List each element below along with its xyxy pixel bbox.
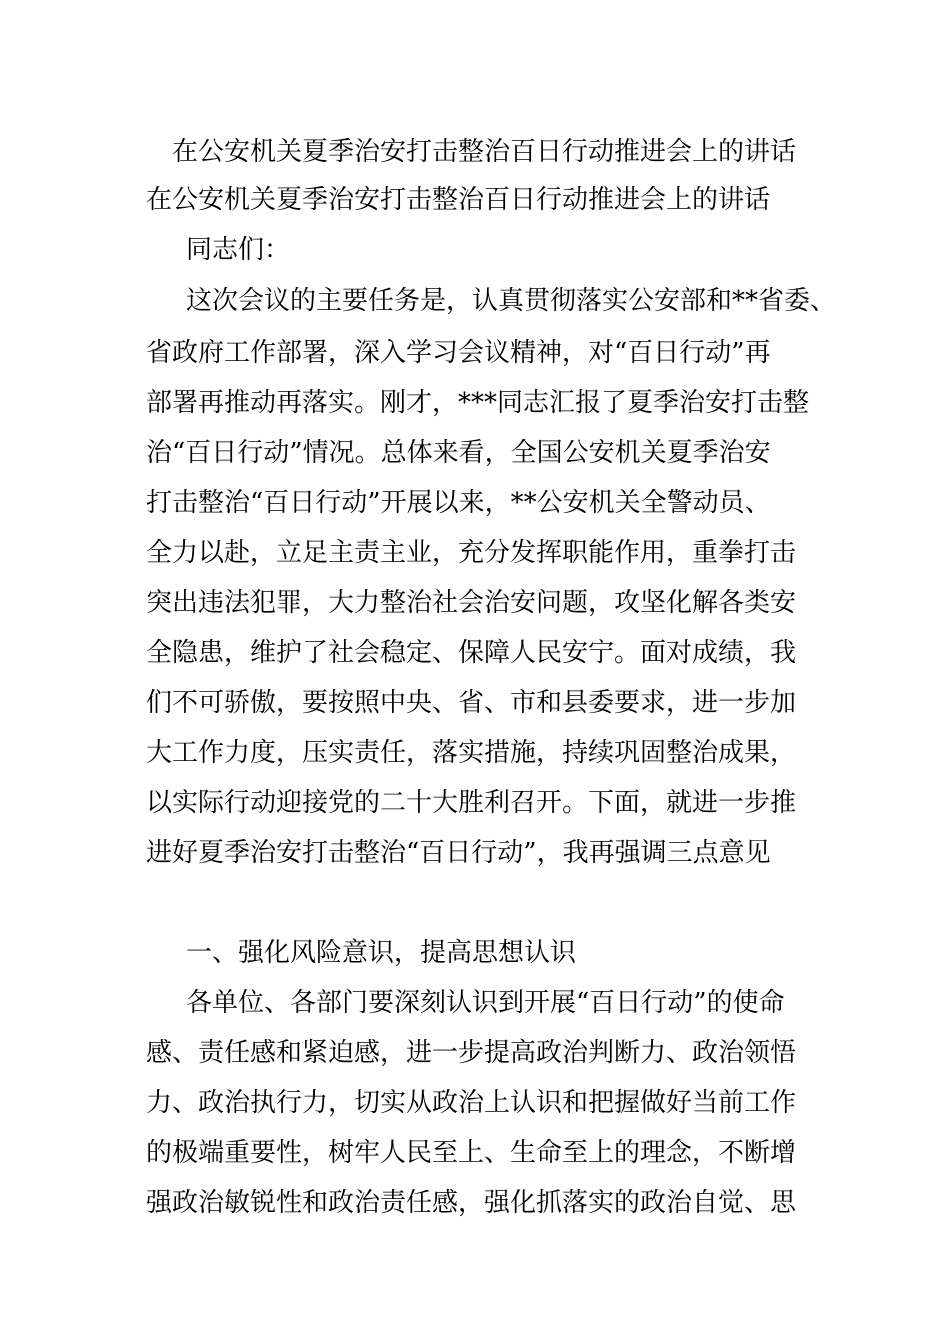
- paragraph-line: 大工作力度，压实责任，落实措施，持续巩固整治成果，: [146, 738, 797, 768]
- paragraph-line: 这次会议的主要任务是，认真贯彻落实公安部和**省委、: [186, 286, 837, 316]
- greeting: 同志们：: [186, 235, 291, 265]
- document-subtitle: 在公安机关夏季治安打击整治百日行动推进会上的讲话: [146, 185, 771, 215]
- section-heading: 一、强化风险意识，提高思想认识: [186, 938, 577, 968]
- document-title: 在公安机关夏季治安打击整治百日行动推进会上的讲话: [172, 137, 797, 167]
- paragraph-line: 各单位、各部门要深刻认识到开展“百日行动”的使命: [186, 988, 785, 1018]
- paragraph-line: 们不可骄傲，要按照中央、省、市和县委要求，进一步加: [146, 688, 797, 718]
- paragraph-line: 部署再推动再落实。刚才，***同志汇报了夏季治安打击整: [146, 388, 810, 418]
- paragraph-line: 以实际行动迎接党的二十大胜利召开。下面，就进一步推: [146, 788, 797, 818]
- paragraph-line: 全力以赴，立足主责主业，充分发挥职能作用，重拳打击: [146, 538, 797, 568]
- paragraph-line: 打击整治“百日行动”开展以来，**公安机关全警动员、: [146, 488, 771, 518]
- paragraph-line: 进好夏季治安打击整治“百日行动”，我再强调三点意见: [146, 838, 771, 868]
- paragraph-line: 治“百日行动”情况。总体来看，全国公安机关夏季治安: [146, 438, 771, 468]
- paragraph-line: 省政府工作部署，深入学习会议精神，对“百日行动”再: [146, 338, 771, 368]
- paragraph-line: 感、责任感和紧迫感，进一步提高政治判断力、政治领悟: [146, 1038, 797, 1068]
- paragraph-line: 力、政治执行力，切实从政治上认识和把握做好当前工作: [146, 1088, 797, 1118]
- paragraph-line: 强政治敏锐性和政治责任感，强化抓落实的政治自觉、思: [146, 1188, 797, 1218]
- paragraph-line: 突出违法犯罪，大力整治社会治安问题，攻坚化解各类安: [146, 588, 797, 618]
- paragraph-line: 的极端重要性，树牢人民至上、生命至上的理念，不断增: [146, 1138, 797, 1168]
- paragraph-line: 全隐患，维护了社会稳定、保障人民安宁。面对成绩，我: [146, 638, 797, 668]
